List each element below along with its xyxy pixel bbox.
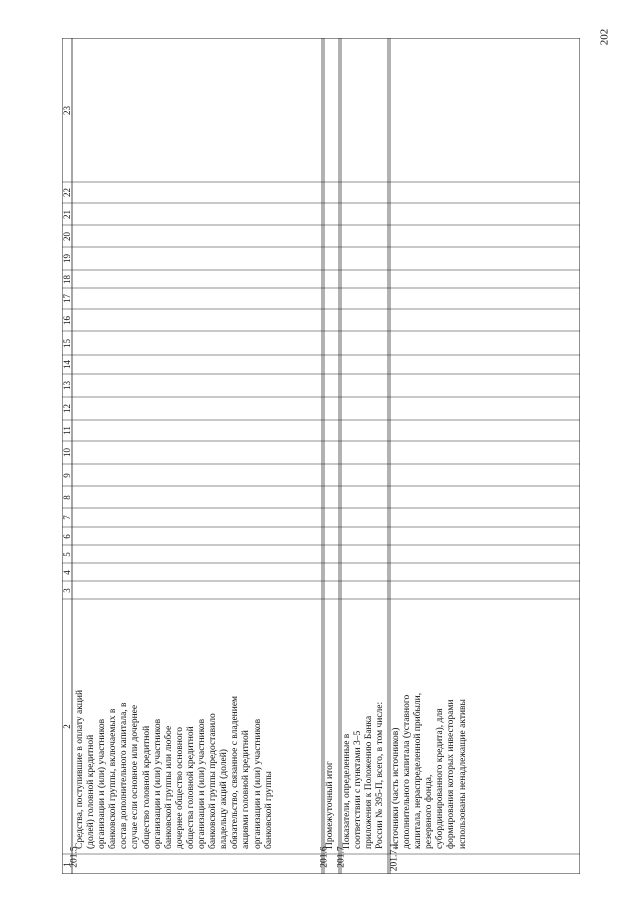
column-header bbox=[62, 288, 72, 309]
column-header-label: 11 bbox=[61, 426, 72, 435]
column-header-label: 21 bbox=[61, 209, 72, 219]
column-header-label: 2 bbox=[61, 724, 72, 729]
column-header-label: 20 bbox=[61, 231, 72, 241]
row-code-cell bbox=[336, 846, 355, 874]
row-description-line: приложения к Положению Банка bbox=[364, 715, 375, 849]
column-header-label: 22 bbox=[61, 188, 72, 197]
row-description-line: общества головной кредитной bbox=[185, 726, 196, 849]
column-header bbox=[62, 527, 72, 545]
column-header-label: 14 bbox=[61, 360, 72, 369]
row-description-line: России № 395-П, всего, в том числе: bbox=[375, 701, 386, 849]
row-description-line: резервного фонда, bbox=[424, 774, 435, 849]
column-header bbox=[62, 486, 72, 508]
column-header-label: 9 bbox=[61, 472, 72, 478]
row-description-line: субординированного кредита), для bbox=[435, 708, 446, 849]
column-header bbox=[62, 203, 72, 225]
row-description-line: банковской группы или любое bbox=[163, 725, 174, 849]
column-header bbox=[62, 563, 72, 581]
column-header bbox=[62, 581, 72, 599]
row-description-line: использованы ненадлежащие активы bbox=[457, 699, 468, 849]
row-description-line: акциями головной кредитной bbox=[241, 730, 252, 849]
row-code: 201.5 bbox=[69, 846, 80, 868]
column-header bbox=[62, 374, 72, 397]
row-code: 201.7.1 bbox=[389, 842, 400, 872]
column-header bbox=[62, 397, 72, 420]
column-header bbox=[62, 225, 72, 247]
column-header-label: 8 bbox=[61, 494, 72, 500]
column-header bbox=[62, 508, 72, 527]
row-description-line: владельцу акций (долей) bbox=[219, 749, 230, 849]
row-description-line: дочернее общество основного bbox=[174, 726, 185, 849]
column-header bbox=[62, 464, 72, 486]
column-header-label: 16 bbox=[61, 315, 72, 325]
column-header bbox=[62, 331, 72, 355]
row-description-line: банковской группы bbox=[263, 771, 274, 849]
row-description-line: (долей) головной кредитной bbox=[86, 734, 97, 849]
row-description-line: банковской группы предоставило bbox=[208, 713, 219, 849]
column-header bbox=[62, 38, 72, 182]
row-description-line: соответствии с пунктами 3–5 bbox=[353, 730, 364, 849]
row-description-line: случае если основное или дочернее bbox=[130, 704, 141, 849]
row-description-line: организации и (или) участников bbox=[252, 718, 263, 849]
row-description-line: Промежуточный итог bbox=[325, 761, 335, 849]
column-header bbox=[62, 599, 72, 854]
column-header-label: 19 bbox=[61, 254, 72, 263]
row-description-line: дополнительного капитала (уставного bbox=[402, 694, 413, 849]
column-header-label: 7 bbox=[61, 515, 72, 520]
column-header-label: 1 bbox=[61, 861, 72, 867]
column-header bbox=[62, 441, 72, 464]
row-description-line: источники (часть источников) bbox=[391, 727, 401, 849]
column-header-label: 15 bbox=[61, 338, 72, 348]
row-description-line: организации и (или) участников bbox=[197, 718, 208, 849]
page-number: 202 bbox=[598, 28, 610, 46]
row-description-line: формирования которых инвесторами bbox=[446, 699, 457, 849]
column-header-label: 10 bbox=[61, 448, 72, 457]
column-header-label: 3 bbox=[61, 587, 72, 593]
row-code-cell bbox=[389, 842, 404, 874]
row-description-line: организации и (или) участников bbox=[152, 718, 163, 849]
column-header-label: 17 bbox=[61, 294, 72, 303]
column-header bbox=[62, 545, 72, 563]
row-description-line: Средства, поступившие в оплату акций bbox=[75, 689, 85, 849]
column-header-label: 12 bbox=[61, 404, 72, 413]
row-description-line: общество головной кредитной bbox=[141, 725, 152, 849]
row-description-line: капитала, нераспределенной прибыли, bbox=[413, 692, 424, 849]
column-header-label: 23 bbox=[61, 105, 72, 115]
row-description-line: организации и (или) участников bbox=[97, 718, 108, 849]
column-header bbox=[62, 182, 72, 203]
row-code: 201.7 bbox=[336, 846, 347, 868]
column-header bbox=[62, 355, 72, 374]
column-header bbox=[62, 270, 72, 288]
column-header-label: 13 bbox=[61, 381, 72, 390]
row-description-line: банковской группы, включаемых в bbox=[108, 708, 119, 849]
row-description-line: обязательство, связанное с владением bbox=[230, 695, 241, 849]
column-header-label: 5 bbox=[61, 551, 72, 557]
row-code-cell bbox=[69, 846, 88, 874]
column-header-label: 6 bbox=[61, 533, 72, 539]
column-header bbox=[62, 309, 72, 331]
data-table bbox=[62, 38, 580, 874]
row-description-line: Показатели, определенные в bbox=[342, 733, 352, 849]
row-description-line: состав дополнительного капитала, в bbox=[119, 702, 130, 849]
column-header bbox=[62, 420, 72, 441]
column-header bbox=[62, 247, 72, 270]
column-header-label: 4 bbox=[61, 569, 72, 575]
column-header-label: 18 bbox=[61, 274, 72, 284]
row-code: 201.6 bbox=[319, 846, 330, 868]
